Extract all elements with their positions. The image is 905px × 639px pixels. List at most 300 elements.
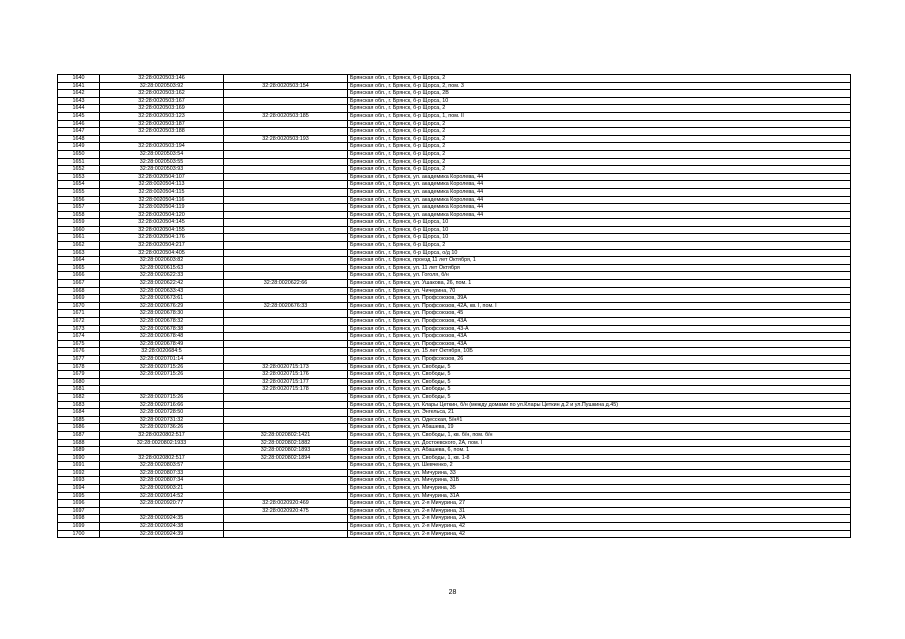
row-number-cell: 1655: [58, 188, 100, 196]
row-number-cell: 1677: [58, 355, 100, 363]
address-cell: Брянская обл., г. Брянск, б-р Щорса, 2: [348, 75, 851, 83]
address-cell: Брянская обл., г. Брянск, ул. 2-я Мичурина, 27: [348, 500, 851, 508]
linked-cadastral-number-cell: [224, 477, 348, 485]
linked-cadastral-number-cell: [224, 424, 348, 432]
address-cell: Брянская обл., г. Брянск, ул. Мичурина, 35: [348, 485, 851, 493]
table-row: [58, 234, 851, 242]
row-number-cell: 1650: [58, 150, 100, 158]
table-row: [58, 393, 851, 401]
linked-cadastral-number-cell: [224, 181, 348, 189]
table-row: [58, 166, 851, 174]
table-row: [58, 523, 851, 531]
address-cell: Брянская обл., г. Брянск, ул. Свободы, 5: [348, 386, 851, 394]
linked-cadastral-number-cell: [224, 173, 348, 181]
table-row: [58, 188, 851, 196]
linked-cadastral-number-cell: [224, 264, 348, 272]
linked-cadastral-number-cell: [224, 97, 348, 105]
table-row: [58, 272, 851, 280]
address-cell: Брянская обл., г. Брянск, ул. Профсоюзов, 26: [348, 355, 851, 363]
address-cell: Брянская обл., г. Брянск, ул. Шевченко, 2: [348, 462, 851, 470]
cadastral-number-cell: 32:28:0020715:26: [100, 393, 224, 401]
linked-cadastral-number-cell: [224, 340, 348, 348]
row-number-cell: 1666: [58, 272, 100, 280]
cadastral-number-cell: 32:28:0020802:517: [100, 454, 224, 462]
table-row: [58, 90, 851, 98]
cadastral-number-cell: 32:28:0020504:115: [100, 188, 224, 196]
linked-cadastral-number-cell: 32:28:0020920:475: [224, 507, 348, 515]
row-number-cell: 1646: [58, 120, 100, 128]
linked-cadastral-number-cell: 32:28:0020802:1894: [224, 454, 348, 462]
address-cell: Брянская обл., г. Брянск, проезд 11 лет Октября, 1: [348, 257, 851, 265]
row-number-cell: 1652: [58, 166, 100, 174]
cadastral-number-cell: 32:28:0020920:77: [100, 500, 224, 508]
table-row: [58, 181, 851, 189]
linked-cadastral-number-cell: 32:28:0020802:1882: [224, 439, 348, 447]
row-number-cell: 1659: [58, 219, 100, 227]
row-number-cell: 1649: [58, 143, 100, 151]
cadastral-number-cell: 32:28:0020504:116: [100, 196, 224, 204]
table-row: [58, 280, 851, 288]
table-row: [58, 424, 851, 432]
table-row: [58, 226, 851, 234]
linked-cadastral-number-cell: [224, 530, 348, 538]
row-number-cell: 1640: [58, 75, 100, 83]
linked-cadastral-number-cell: [224, 143, 348, 151]
cadastral-number-cell: 32:28:0020503:162: [100, 90, 224, 98]
table-row: [58, 318, 851, 326]
address-cell: Брянская обл., г. Брянск, б-р Щорса, 2: [348, 143, 851, 151]
table-row: [58, 295, 851, 303]
cadastral-number-cell: [100, 135, 224, 143]
table-row: [58, 469, 851, 477]
row-number-cell: 1697: [58, 507, 100, 515]
table-row: [58, 211, 851, 219]
cadastral-number-cell: 32:28:0020903:21: [100, 485, 224, 493]
address-cell: Брянская обл., г. Брянск, б-р Щорса, 10: [348, 219, 851, 227]
linked-cadastral-number-cell: 32:28:0020920:469: [224, 500, 348, 508]
address-cell: Брянская обл., г. Брянск, б-р Щорса, 2: [348, 120, 851, 128]
linked-cadastral-number-cell: [224, 310, 348, 318]
row-number-cell: 1679: [58, 371, 100, 379]
address-cell: Брянская обл., г. Брянск, ул. 2-я Мичурина, 31: [348, 507, 851, 515]
cadastral-number-cell: 32:28:0020504:217: [100, 242, 224, 250]
address-cell: Брянская обл., г. Брянск, б-р Щорса, 2: [348, 150, 851, 158]
cadastral-number-cell: 32:28:0020503:169: [100, 105, 224, 113]
linked-cadastral-number-cell: [224, 401, 348, 409]
row-number-cell: 1670: [58, 302, 100, 310]
address-cell: Брянская обл., г. Брянск, ул. Свободы, 1, кв. б/н, пом. б/н: [348, 431, 851, 439]
linked-cadastral-number-cell: [224, 128, 348, 136]
address-cell: Брянская обл., г. Брянск, ул. академика Королева, 44: [348, 196, 851, 204]
table-row: [58, 530, 851, 538]
address-cell: Брянская обл., г. Брянск, ул. Ушакова, 26, пом. 1: [348, 280, 851, 288]
cadastral-number-cell: 32:28:0020678:30: [100, 310, 224, 318]
row-number-cell: 1664: [58, 257, 100, 265]
cadastral-number-cell: 32:28:0020807:33: [100, 469, 224, 477]
linked-cadastral-number-cell: [224, 287, 348, 295]
linked-cadastral-number-cell: 32:28:0020715:176: [224, 371, 348, 379]
cadastral-number-cell: 32:28:0020716:66: [100, 401, 224, 409]
address-cell: Брянская обл., г. Брянск, ул. академика Королева, 44: [348, 188, 851, 196]
linked-cadastral-number-cell: 32:28:0020622:66: [224, 280, 348, 288]
linked-cadastral-number-cell: [224, 120, 348, 128]
row-number-cell: 1661: [58, 234, 100, 242]
address-cell: Брянская обл., г. Брянск, ул. Профсоюзов, 43А: [348, 333, 851, 341]
table-row: [58, 340, 851, 348]
cadastral-number-cell: 32:28:0020504:113: [100, 181, 224, 189]
table-row: [58, 477, 851, 485]
linked-cadastral-number-cell: 32:28:0020676:33: [224, 302, 348, 310]
linked-cadastral-number-cell: [224, 204, 348, 212]
linked-cadastral-number-cell: 32:28:0020715:177: [224, 378, 348, 386]
address-cell: Брянская обл., г. Брянск, ул. Профсоюзов, 45: [348, 310, 851, 318]
linked-cadastral-number-cell: [224, 272, 348, 280]
table-row: [58, 287, 851, 295]
row-number-cell: 1645: [58, 112, 100, 120]
address-cell: Брянская обл., г. Брянск, ул. Профсоюзов, 42А, кв. I, пом. I: [348, 302, 851, 310]
address-cell: Брянская обл., г. Брянск, ул. Абашева, 6, пом. 1: [348, 447, 851, 455]
cadastral-number-cell: 32:28:0020503:146: [100, 75, 224, 83]
table-row: [58, 515, 851, 523]
row-number-cell: 1665: [58, 264, 100, 272]
address-cell: Брянская обл., г. Брянск, б-р Щорса, 2: [348, 135, 851, 143]
row-number-cell: 1680: [58, 378, 100, 386]
row-number-cell: 1673: [58, 325, 100, 333]
page-number: 28: [448, 589, 457, 596]
table-row: [58, 264, 851, 272]
row-number-cell: 1662: [58, 242, 100, 250]
table-row: [58, 431, 851, 439]
linked-cadastral-number-cell: [224, 242, 348, 250]
row-number-cell: 1668: [58, 287, 100, 295]
linked-cadastral-number-cell: [224, 219, 348, 227]
table-row: [58, 135, 851, 143]
table-row: [58, 409, 851, 417]
linked-cadastral-number-cell: [224, 325, 348, 333]
linked-cadastral-number-cell: [224, 75, 348, 83]
address-cell: Брянская обл., г. Брянск, б-р Щорса, 10: [348, 226, 851, 234]
linked-cadastral-number-cell: [224, 90, 348, 98]
row-number-cell: 1688: [58, 439, 100, 447]
table-row: [58, 219, 851, 227]
row-number-cell: 1693: [58, 477, 100, 485]
linked-cadastral-number-cell: [224, 485, 348, 493]
address-cell: Брянская обл., г. Брянск, б-р Щорса, 2: [348, 242, 851, 250]
address-cell: Брянская обл., г. Брянск, ул. академика Королева, 44: [348, 181, 851, 189]
row-number-cell: 1641: [58, 82, 100, 90]
table-row: [58, 371, 851, 379]
table-row: [58, 82, 851, 90]
row-number-cell: 1658: [58, 211, 100, 219]
address-cell: Брянская обл., г. Брянск, ул. Профсоюзов, 39А: [348, 295, 851, 303]
address-cell: Брянская обл., г. Брянск, б-р Щорса, 2: [348, 158, 851, 166]
address-cell: Брянская обл., г. Брянск, ул. Профсоюзов, 43А: [348, 318, 851, 326]
cadastral-number-cell: [100, 386, 224, 394]
cadastral-number-cell: 32:28:0020615:63: [100, 264, 224, 272]
row-number-cell: 1678: [58, 363, 100, 371]
linked-cadastral-number-cell: [224, 257, 348, 265]
table-row: [58, 454, 851, 462]
cadastral-number-cell: 32:28:0020504:405: [100, 249, 224, 257]
row-number-cell: 1644: [58, 105, 100, 113]
row-number-cell: 1686: [58, 424, 100, 432]
table-row: [58, 196, 851, 204]
address-cell: Брянская обл., г. Брянск, б-р Щорса, 2В: [348, 90, 851, 98]
cadastral-number-cell: 32:28:0020715:26: [100, 371, 224, 379]
linked-cadastral-number-cell: [224, 318, 348, 326]
row-number-cell: 1675: [58, 340, 100, 348]
table-row: [58, 355, 851, 363]
address-cell: Брянская обл., г. Брянск, б-р Щорса, 2: [348, 128, 851, 136]
cadastral-number-cell: 32:28:0020807:34: [100, 477, 224, 485]
address-cell: Брянская обл., г. Брянск, б-р Щорса, 10: [348, 234, 851, 242]
linked-cadastral-number-cell: [224, 150, 348, 158]
cadastral-number-cell: 32:28:0020736:26: [100, 424, 224, 432]
cadastral-number-cell: 32:28:0020504:155: [100, 226, 224, 234]
cadastral-number-cell: 32:28:0020924:35: [100, 515, 224, 523]
cadastral-number-cell: 32:28:0020676:29: [100, 302, 224, 310]
registry-table: [57, 74, 851, 538]
cadastral-number-cell: 32:28:0020603:82: [100, 257, 224, 265]
address-cell: Брянская обл., г. Брянск, ул. 11 лет Октября: [348, 264, 851, 272]
cadastral-number-cell: 32:28:0020503:93: [100, 166, 224, 174]
cadastral-number-cell: 32:28:0020728:50: [100, 409, 224, 417]
cadastral-number-cell: [100, 447, 224, 455]
row-number-cell: 1684: [58, 409, 100, 417]
linked-cadastral-number-cell: [224, 188, 348, 196]
linked-cadastral-number-cell: [224, 249, 348, 257]
cadastral-number-cell: 32:28:0020802:517: [100, 431, 224, 439]
cadastral-number-cell: 32:28:0020503:188: [100, 128, 224, 136]
table-row: [58, 492, 851, 500]
address-cell: Брянская обл., г. Брянск, б-р Щорса, 1, пом. II: [348, 112, 851, 120]
row-number-cell: 1660: [58, 226, 100, 234]
address-cell: Брянская обл., г. Брянск, ул. Мичурина, 33: [348, 469, 851, 477]
table-row: [58, 439, 851, 447]
cadastral-number-cell: 32:28:0020684:5: [100, 348, 224, 356]
cadastral-number-cell: 32:28:0020678:32: [100, 318, 224, 326]
address-cell: Брянская обл., г. Брянск, ул. 2-я Мичурина, 42: [348, 530, 851, 538]
cadastral-number-cell: 32:28:0020673:61: [100, 295, 224, 303]
cadastral-number-cell: 32:28:0020503:194: [100, 143, 224, 151]
table-row: [58, 310, 851, 318]
table-row: [58, 416, 851, 424]
cadastral-number-cell: 32:28:0020803:57: [100, 462, 224, 470]
cadastral-number-cell: 32:28:0020701:14: [100, 355, 224, 363]
address-cell: Брянская обл., г. Брянск, ул. 15 лет Октября, 10Б: [348, 348, 851, 356]
cadastral-number-cell: 32:28:0020731:32: [100, 416, 224, 424]
table-row: [58, 386, 851, 394]
row-number-cell: 1647: [58, 128, 100, 136]
row-number-cell: 1689: [58, 447, 100, 455]
row-number-cell: 1648: [58, 135, 100, 143]
table-row: [58, 120, 851, 128]
cadastral-number-cell: 32:28:0020802:1933: [100, 439, 224, 447]
linked-cadastral-number-cell: 32:28:0020715:173: [224, 363, 348, 371]
address-cell: Брянская обл., г. Брянск, ул. Достоевского, 2А, пом. I: [348, 439, 851, 447]
table-row: [58, 363, 851, 371]
address-cell: Брянская обл., г. Брянск, ул. Свободы, 1, кв. 1-8: [348, 454, 851, 462]
row-number-cell: 1696: [58, 500, 100, 508]
row-number-cell: 1690: [58, 454, 100, 462]
row-number-cell: 1669: [58, 295, 100, 303]
address-cell: Брянская обл., г. Брянск, ул. 2-я Мичурина, 42: [348, 523, 851, 531]
address-cell: Брянская обл., г. Брянск, ул. Абашева, 19: [348, 424, 851, 432]
row-number-cell: 1672: [58, 318, 100, 326]
row-number-cell: 1676: [58, 348, 100, 356]
row-number-cell: 1654: [58, 181, 100, 189]
row-number-cell: 1643: [58, 97, 100, 105]
address-cell: Брянская обл., г. Брянск, ул. академика Королева, 44: [348, 211, 851, 219]
table-row: [58, 333, 851, 341]
cadastral-number-cell: 32:28:0020503:123: [100, 112, 224, 120]
address-cell: Брянская обл., г. Брянск, б-р Щорса, 10: [348, 97, 851, 105]
linked-cadastral-number-cell: [224, 105, 348, 113]
row-number-cell: 1694: [58, 485, 100, 493]
linked-cadastral-number-cell: [224, 523, 348, 531]
row-number-cell: 1692: [58, 469, 100, 477]
linked-cadastral-number-cell: [224, 416, 348, 424]
table-row: [58, 348, 851, 356]
cadastral-number-cell: 32:28:0020924:38: [100, 523, 224, 531]
cadastral-number-cell: 32:28:0020504:107: [100, 173, 224, 181]
linked-cadastral-number-cell: [224, 196, 348, 204]
linked-cadastral-number-cell: [224, 158, 348, 166]
table-row: [58, 143, 851, 151]
row-number-cell: 1653: [58, 173, 100, 181]
row-number-cell: 1671: [58, 310, 100, 318]
row-number-cell: 1699: [58, 523, 100, 531]
linked-cadastral-number-cell: 32:28:0020503:154: [224, 82, 348, 90]
row-number-cell: 1698: [58, 515, 100, 523]
table-row: [58, 158, 851, 166]
table-row: [58, 75, 851, 83]
row-number-cell: 1687: [58, 431, 100, 439]
table-row: [58, 485, 851, 493]
linked-cadastral-number-cell: [224, 166, 348, 174]
cadastral-number-cell: 32:28:0020678:49: [100, 340, 224, 348]
linked-cadastral-number-cell: [224, 234, 348, 242]
cadastral-number-cell: 32:28:0020503:187: [100, 120, 224, 128]
linked-cadastral-number-cell: 32:28:0020715:178: [224, 386, 348, 394]
linked-cadastral-number-cell: [224, 393, 348, 401]
cadastral-number-cell: 32:28:0020633:43: [100, 287, 224, 295]
row-number-cell: 1695: [58, 492, 100, 500]
table-row: [58, 500, 851, 508]
table-row: [58, 249, 851, 257]
address-cell: Брянская обл., г. Брянск, ул. Гоголя, б/н: [348, 272, 851, 280]
cadastral-number-cell: 32:28:0020504:176: [100, 234, 224, 242]
table-row: [58, 150, 851, 158]
linked-cadastral-number-cell: [224, 226, 348, 234]
table-row: [58, 97, 851, 105]
linked-cadastral-number-cell: [224, 462, 348, 470]
cadastral-number-cell: 32:28:0020622:33: [100, 272, 224, 280]
table-row: [58, 105, 851, 113]
address-cell: Брянская обл., г. Брянск, ул. Свободы, 5: [348, 371, 851, 379]
table-row: [58, 242, 851, 250]
cadastral-number-cell: 32:28:0020715:26: [100, 363, 224, 371]
address-cell: Брянская обл., г. Брянск, ул. Мичурина, 31Б: [348, 477, 851, 485]
row-number-cell: 1663: [58, 249, 100, 257]
address-cell: Брянская обл., г. Брянск, ул. 2-я Мичурина, 2А: [348, 515, 851, 523]
linked-cadastral-number-cell: 32:28:0020802:1421: [224, 431, 348, 439]
address-cell: Брянская обл., г. Брянск, ул. Энгельса, 21: [348, 409, 851, 417]
cadastral-number-cell: 32:28:0020503:167: [100, 97, 224, 105]
row-number-cell: 1657: [58, 204, 100, 212]
row-number-cell: 1656: [58, 196, 100, 204]
address-cell: Брянская обл., г. Брянск, б-р Щорса, 2: [348, 105, 851, 113]
cadastral-number-cell: 32:28:0020503:55: [100, 158, 224, 166]
address-cell: Брянская обл., г. Брянск, ул. Профсоюзов, 43-А: [348, 325, 851, 333]
linked-cadastral-number-cell: [224, 295, 348, 303]
row-number-cell: 1651: [58, 158, 100, 166]
table-row: [58, 462, 851, 470]
row-number-cell: 1642: [58, 90, 100, 98]
registry-table-body: [58, 75, 851, 538]
cadastral-number-cell: 32:28:0020504:119: [100, 204, 224, 212]
row-number-cell: 1682: [58, 393, 100, 401]
row-number-cell: 1691: [58, 462, 100, 470]
address-cell: Брянская обл., г. Брянск, б-р Щорса, 2: [348, 166, 851, 174]
table-row: [58, 378, 851, 386]
address-cell: Брянская обл., г. Брянск, ул. Профсоюзов, 43А: [348, 340, 851, 348]
linked-cadastral-number-cell: [224, 409, 348, 417]
table-row: [58, 401, 851, 409]
linked-cadastral-number-cell: 32:28:0020503:193: [224, 135, 348, 143]
row-number-cell: 1674: [58, 333, 100, 341]
table-row: [58, 112, 851, 120]
row-number-cell: 1667: [58, 280, 100, 288]
table-row: [58, 447, 851, 455]
linked-cadastral-number-cell: [224, 211, 348, 219]
cadastral-number-cell: 32:28:0020503:92: [100, 82, 224, 90]
cadastral-number-cell: 32:28:0020503:54: [100, 150, 224, 158]
table-row: [58, 204, 851, 212]
row-number-cell: 1700: [58, 530, 100, 538]
linked-cadastral-number-cell: [224, 515, 348, 523]
cadastral-number-cell: 32:28:0020678:38: [100, 325, 224, 333]
cadastral-number-cell: 32:28:0020678:48: [100, 333, 224, 341]
cadastral-number-cell: [100, 507, 224, 515]
table-row: [58, 173, 851, 181]
cadastral-number-cell: 32:28:0020622:42: [100, 280, 224, 288]
table-row: [58, 257, 851, 265]
linked-cadastral-number-cell: 32:28:0020802:1893: [224, 447, 348, 455]
address-cell: Брянская обл., г. Брянск, ул. Чичерина, 70: [348, 287, 851, 295]
linked-cadastral-number-cell: [224, 355, 348, 363]
cadastral-number-cell: 32:28:0020504:120: [100, 211, 224, 219]
cadastral-number-cell: 32:28:0020914:52: [100, 492, 224, 500]
row-number-cell: 1683: [58, 401, 100, 409]
row-number-cell: 1685: [58, 416, 100, 424]
cadastral-number-cell: [100, 378, 224, 386]
table-row: [58, 302, 851, 310]
linked-cadastral-number-cell: [224, 469, 348, 477]
cadastral-number-cell: 32:28:0020504:145: [100, 219, 224, 227]
linked-cadastral-number-cell: [224, 348, 348, 356]
address-cell: Брянская обл., г. Брянск, ул. Одесская, 5/н#1: [348, 416, 851, 424]
row-number-cell: 1681: [58, 386, 100, 394]
address-cell: Брянская обл., г. Брянск, ул. Свободы, 5: [348, 363, 851, 371]
address-cell: Брянская обл., г. Брянск, б-р Щорса, о/д 10: [348, 249, 851, 257]
linked-cadastral-number-cell: 32:28:0020503:185: [224, 112, 348, 120]
cadastral-number-cell: 32:28:0020924:39: [100, 530, 224, 538]
linked-cadastral-number-cell: [224, 492, 348, 500]
address-cell: Брянская обл., г. Брянск, ул. Свободы, 5: [348, 378, 851, 386]
address-cell: Брянская обл., г. Брянск, ул. Свободы, 5: [348, 393, 851, 401]
address-cell: Брянская обл., г. Брянск, ул. Клары Цеткин, б/н (между домами по ул.Клары Цеткин д.2 и ул.Пушкина д.45): [348, 401, 851, 409]
